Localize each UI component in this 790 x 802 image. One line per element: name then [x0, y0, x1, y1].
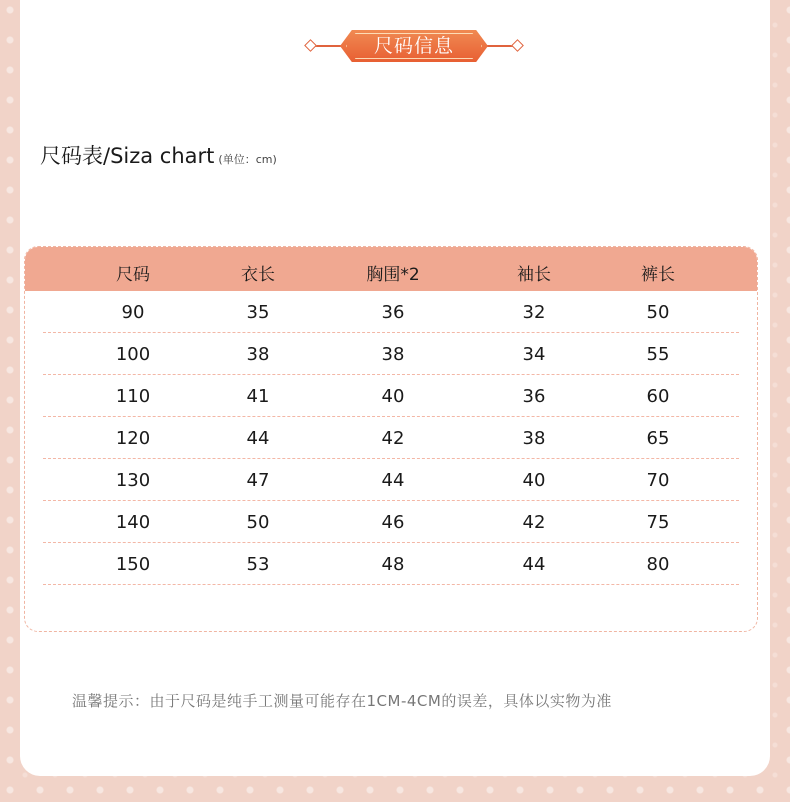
cell-size: 90: [121, 302, 145, 323]
header-size: 尺码: [116, 265, 150, 285]
cell-pants-length: 55: [646, 344, 670, 365]
cell-length: 50: [246, 512, 270, 533]
cell-length: 38: [246, 344, 270, 365]
measurement-note: 温馨提示：由于尺码是纯手工测量可能存在1CM-4CM的误差，具体以实物为准: [72, 692, 612, 710]
cell-sleeve: 40: [522, 470, 546, 491]
cell-pants-length: 50: [646, 302, 670, 323]
cell-size: 120: [115, 428, 151, 449]
header-sleeve: 袖长: [517, 265, 551, 285]
cell-length: 44: [246, 428, 270, 449]
cell-length: 53: [246, 554, 270, 575]
table-row: [25, 333, 757, 375]
title-banner: [304, 30, 524, 62]
cell-pants-length: 60: [646, 386, 670, 407]
cell-sleeve: 42: [522, 512, 546, 533]
row-divider: [43, 584, 739, 585]
cell-size: 140: [115, 512, 151, 533]
size-chart-heading: [40, 140, 277, 170]
header-pants-length: 裤长: [641, 265, 675, 285]
cell-length: 41: [246, 386, 270, 407]
table-row: [25, 291, 757, 333]
cell-chest: 40: [381, 386, 405, 407]
cell-pants-length: 75: [646, 512, 670, 533]
table-row: [25, 543, 757, 585]
cell-sleeve: 44: [522, 554, 546, 575]
diamond-right-icon: [511, 39, 524, 52]
table-row: [25, 375, 757, 417]
cell-chest: 48: [381, 554, 405, 575]
cell-chest: 46: [381, 512, 405, 533]
size-chart-title: 尺码表/Siza chart: [40, 144, 215, 168]
cell-length: 35: [246, 302, 270, 323]
cell-sleeve: 36: [522, 386, 546, 407]
cell-sleeve: 32: [522, 302, 546, 323]
cell-size: 150: [115, 554, 151, 575]
table-row: [25, 501, 757, 543]
cell-pants-length: 65: [646, 428, 670, 449]
cell-size: 110: [115, 386, 151, 407]
diamond-left-icon: [304, 39, 317, 52]
table-header-row: [25, 247, 757, 291]
cell-length: 47: [246, 470, 270, 491]
size-table: [24, 246, 758, 632]
cell-pants-length: 80: [646, 554, 670, 575]
banner-title: 尺码信息: [373, 35, 454, 57]
cell-chest: 38: [381, 344, 405, 365]
cell-sleeve: 38: [522, 428, 546, 449]
cell-chest: 44: [381, 470, 405, 491]
header-chest: 胸围*2: [366, 265, 420, 285]
table-row: [25, 417, 757, 459]
cell-chest: 36: [381, 302, 405, 323]
cell-pants-length: 70: [646, 470, 670, 491]
cell-size: 130: [115, 470, 151, 491]
cell-size: 100: [115, 344, 151, 365]
cell-chest: 42: [381, 428, 405, 449]
unit-label: (单位：cm): [218, 153, 277, 166]
table-row: [25, 459, 757, 501]
cell-sleeve: 34: [522, 344, 546, 365]
header-length: 衣长: [241, 265, 275, 285]
